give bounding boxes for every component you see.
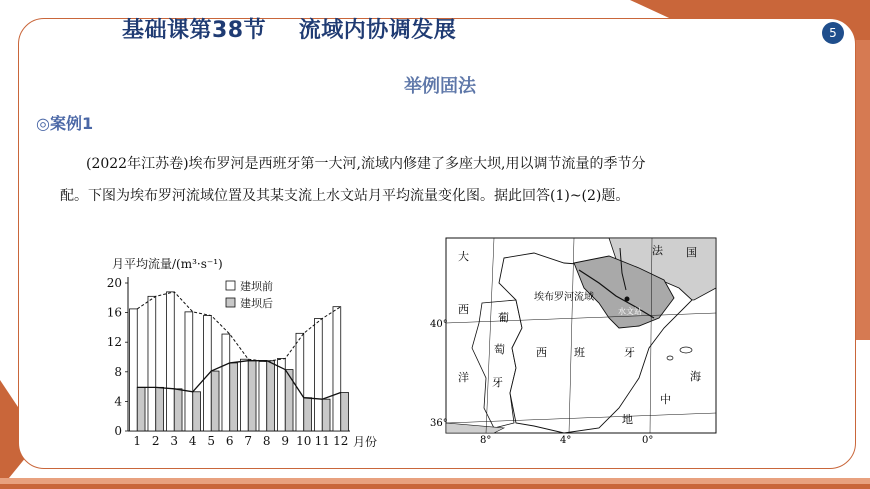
ebro-basin-map [424, 228, 724, 443]
bar-after [341, 393, 349, 431]
bar-after [137, 387, 145, 431]
x-tick-label: 5 [207, 434, 216, 448]
bar-after [211, 371, 219, 431]
label-da: 大 [458, 250, 469, 263]
question-paragraph-line1: (2022年江苏卷)埃布罗河是西班牙第一大河,流域内修建了多座大坝,用以调节流量的季节分 [86, 156, 646, 172]
bar-before [185, 312, 193, 431]
label-tao: 萄 [494, 343, 505, 356]
bar-after [193, 392, 201, 431]
label-pu: 葡 [498, 311, 509, 324]
y-tick-label: 12 [106, 335, 122, 350]
x-tick-label: 7 [244, 434, 253, 448]
y-tick-label: 16 [106, 305, 122, 320]
label-lon0: 0° [642, 435, 654, 443]
label-lat36: 36° [430, 418, 448, 429]
bar-before [240, 359, 248, 431]
bar-after [156, 387, 164, 431]
x-tick-label: 1 [133, 434, 142, 448]
station-marker [625, 297, 630, 302]
bar-before [166, 292, 174, 431]
label-xi: 西 [458, 303, 469, 316]
decor-bottom-stripe [0, 474, 870, 489]
bar-after [174, 389, 182, 431]
balearic-island [680, 347, 692, 353]
bar-before [259, 361, 267, 431]
question-paragraph-line2: 配。下图为埃布罗河流域位置及其某支流上水文站月平均流量变化图。据此回答(1)~(2)题。 [60, 188, 630, 204]
label-xi2: 西 [536, 346, 547, 359]
y-tick-label: 8 [114, 364, 122, 379]
label-basin: 埃布罗河流域 [534, 292, 594, 303]
bar-after [304, 398, 312, 431]
x-tick-label: 9 [281, 434, 290, 448]
section-subtitle: 举例固法 [404, 76, 476, 97]
bar-after [230, 363, 238, 431]
x-tick-label: 2 [151, 434, 160, 448]
balearic-island-small [667, 356, 673, 360]
label-ban: 班 [574, 346, 585, 359]
chart-legend [226, 279, 273, 310]
bar-before [129, 309, 137, 431]
label-ya2: 牙 [624, 346, 635, 359]
flow-chart [100, 248, 400, 458]
legend-swatch-before [226, 281, 235, 290]
y-tick-label: 4 [114, 394, 122, 409]
page-number-badge: 5 [822, 22, 844, 44]
x-tick-label: 8 [262, 434, 271, 448]
label-hai: 海 [690, 370, 701, 383]
label-lon4: 4° [560, 435, 572, 443]
label-lat40: 40° [430, 319, 448, 330]
label-ya1: 牙 [492, 376, 503, 389]
label-lon8: 8° [480, 435, 492, 443]
x-tick-label: 4 [188, 434, 197, 448]
y-tick-label: 0 [114, 424, 122, 438]
x-tick-label: 3 [170, 434, 179, 448]
legend-label-before: 建坝前 [240, 280, 273, 293]
label-guo: 国 [686, 246, 697, 259]
bar-before [222, 334, 230, 431]
y-tick-label: 20 [106, 276, 122, 290]
bar-after [248, 361, 256, 431]
label-di: 地 [622, 413, 633, 426]
bar-before [314, 319, 322, 431]
bar-before [148, 296, 156, 431]
label-fa: 法 [652, 244, 663, 257]
slide-title: 基础课第38节 流域内协调发展 [122, 18, 457, 43]
bar-after [267, 361, 275, 431]
x-tick-label: 10 [296, 434, 312, 448]
bar-after [322, 399, 330, 431]
x-tick-label: 12 [333, 434, 349, 448]
case-label: ◎案例1 [36, 114, 94, 133]
x-tick-label: 6 [225, 434, 234, 448]
label-station: 水文站 [618, 307, 642, 316]
chart-ylabel: 月平均流量/(m³·s⁻¹) [112, 257, 223, 271]
x-tick-label: 11 [314, 434, 330, 448]
bar-before [333, 307, 341, 431]
chart-xlabel: 月份 [353, 435, 378, 449]
bar-before [296, 333, 304, 431]
label-yang: 洋 [458, 371, 469, 384]
label-zhong: 中 [660, 393, 671, 406]
legend-label-after: 建坝后 [240, 297, 273, 310]
legend-swatch-after [226, 298, 235, 307]
